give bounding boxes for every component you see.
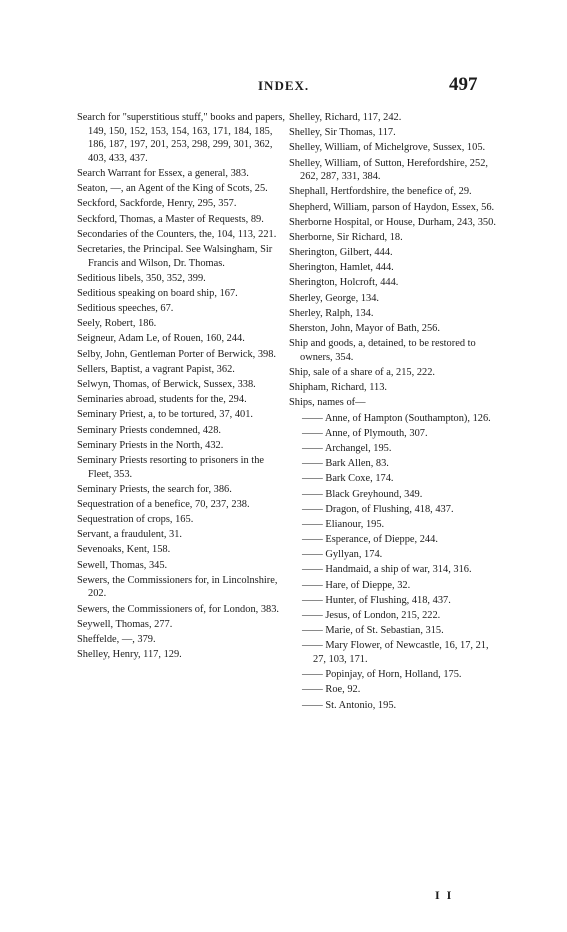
index-entry: Seckford, Sackforde, Henry, 295, 357. bbox=[77, 198, 237, 210]
index-entry: Sequestration of crops, 165. bbox=[77, 514, 194, 526]
index-entry: Ship and goods, a, detained, to be restored to owners, 354. bbox=[289, 338, 476, 363]
index-entry: Seigneur, Adam Le, of Rouen, 160, 244. bbox=[77, 333, 245, 345]
index-entry: Sherborne Hospital, or House, Durham, 243, 350. bbox=[289, 216, 496, 228]
index-column-right bbox=[289, 111, 496, 714]
index-entry: Secondaries of the Counters, the, 104, 113, 221. bbox=[77, 228, 277, 240]
ship-name-entry: —— Mary Flower, of Newcastle, 16, 17, 21, 27, 103, 171. bbox=[289, 639, 496, 666]
index-entry: Sewers, the Commissioners of, for London, 383. bbox=[77, 603, 280, 615]
ship-name-entry: —— St. Antonio, 195. bbox=[289, 699, 496, 713]
index-entry: Seckford, Thomas, a Master of Requests, 89. bbox=[77, 213, 264, 225]
index-entry: Shelley, Henry, 117, 129. bbox=[77, 649, 182, 661]
ship-name-entry: —— Jesus, of London, 215, 222. bbox=[289, 609, 496, 623]
index-entry: Shelley, William, of Sutton, Herefordshire, 252, 262, 287, 331, 384. bbox=[289, 157, 488, 183]
page-number: 497 bbox=[449, 74, 478, 95]
index-entry: Search for "superstitious stuff," books and papers, 149, 150, 152, 153, 154, 163, 171, 184, 185, 186, 187, 197, 201, 253, 298, 299, 301, 362, 403, 433, 437. bbox=[77, 112, 285, 164]
ship-name-entry: —— Dragon, of Flushing, 418, 437. bbox=[289, 503, 496, 517]
index-entry: Seditious libels, 350, 352, 399. bbox=[77, 272, 206, 284]
ship-name-entry: —— Roe, 92. bbox=[289, 683, 496, 697]
index-column-left bbox=[77, 111, 289, 663]
page-header bbox=[0, 74, 567, 100]
index-entry: Shelley, Sir Thomas, 117. bbox=[289, 127, 396, 139]
index-entry: Sewers, the Commissioners for, in Lincolnshire, 202. bbox=[77, 574, 278, 600]
ship-name-entry: —— Esperance, of Dieppe, 244. bbox=[289, 533, 496, 547]
index-entry: Seminary Priests resorting to prisoners in the Fleet, 353. bbox=[77, 454, 265, 480]
index-entry: Seminary Priest, a, to be tortured, 37, 401. bbox=[77, 409, 254, 421]
index-entry: Secretaries, the Principal. See Walsingham, Sir Francis and Wilson, Dr. Thomas. bbox=[77, 243, 273, 269]
ship-name-entry: —— Bark Allen, 83. bbox=[289, 457, 496, 471]
index-entry: Selwyn, Thomas, of Berwick, Sussex, 338. bbox=[77, 379, 256, 390]
ship-name-entry: —— Black Greyhound, 349. bbox=[289, 488, 496, 502]
index-entry: Search Warrant for Essex, a general, 383. bbox=[77, 167, 249, 179]
index-entry: Seminary Priests condemned, 428. bbox=[77, 424, 222, 436]
ship-name-entry: —— Bark Coxe, 174. bbox=[289, 472, 496, 486]
index-entry: Sherborne, Sir Richard, 18. bbox=[289, 231, 403, 243]
ship-name-entry: —— Hunter, of Flushing, 418, 437. bbox=[289, 594, 496, 608]
ship-name-entry: —— Gyllyan, 174. bbox=[289, 548, 496, 562]
index-entry: Seywell, Thomas, 277. bbox=[77, 618, 173, 630]
index-entry: Ship, sale of a share of a, 215, 222. bbox=[289, 367, 436, 378]
index-entry-ships-heading: Ships, names of— bbox=[289, 397, 366, 409]
index-entry: Shepherd, William, parson of Haydon, Essex, 56. bbox=[289, 201, 495, 213]
index-entry: Seditious speeches, 67. bbox=[77, 303, 174, 315]
ship-name-entry: —— Marie, of St. Sebastian, 315. bbox=[289, 624, 496, 638]
ship-name-entry: —— Anne, of Hampton (Southampton), 126. bbox=[289, 412, 496, 426]
index-entry: Selby, John, Gentleman Porter of Berwick, 398. bbox=[77, 348, 277, 360]
index-entry: Sherington, Holcroft, 444. bbox=[289, 277, 399, 289]
index-heading: INDEX. bbox=[258, 78, 310, 93]
signature-mark: I I bbox=[435, 888, 454, 902]
index-entry: Sherington, Gilbert, 444. bbox=[289, 247, 393, 259]
ship-name-entry: —— Elianour, 195. bbox=[289, 518, 496, 532]
index-entry: Shelley, William, of Michelgrove, Sussex, 105. bbox=[289, 142, 486, 154]
index-entry: Sevenoaks, Kent, 158. bbox=[77, 544, 171, 556]
index-entry: Shephall, Hertfordshire, the benefice of, 29. bbox=[289, 186, 472, 198]
index-entry: Sewell, Thomas, 345. bbox=[77, 559, 168, 571]
ship-name-entry: —— Archangel, 195. bbox=[289, 442, 496, 456]
index-entry: Sherley, Ralph, 134. bbox=[289, 307, 374, 319]
index-entry: Shelley, Richard, 117, 242. bbox=[289, 112, 402, 123]
index-entry: Servant, a fraudulent, 31. bbox=[77, 529, 183, 541]
ship-name-entry: —— Anne, of Plymouth, 307. bbox=[289, 427, 496, 441]
index-entry: Sheffelde, —, 379. bbox=[77, 634, 156, 645]
ship-name-entry: —— Popinjay, of Horn, Holland, 175. bbox=[289, 668, 496, 682]
index-entry: Sherley, George, 134. bbox=[289, 292, 380, 304]
index-entry: Seminary Priests, the search for, 386. bbox=[77, 483, 232, 495]
index-entry: Seely, Robert, 186. bbox=[77, 318, 157, 330]
index-entry: Sequestration of a benefice, 70, 237, 238. bbox=[77, 498, 250, 510]
index-entry: Shipham, Richard, 113. bbox=[289, 382, 388, 394]
index-entry: Seminaries abroad, students for the, 294. bbox=[77, 394, 247, 406]
ship-name-entry: —— Handmaid, a ship of war, 314, 316. bbox=[289, 563, 496, 577]
index-entry: Sellers, Baptist, a vagrant Papist, 362. bbox=[77, 363, 235, 375]
index-entry: Sherington, Hamlet, 444. bbox=[289, 262, 394, 274]
index-entry: Seditious speaking on board ship, 167. bbox=[77, 287, 238, 299]
index-entry: Sherston, John, Mayor of Bath, 256. bbox=[289, 323, 440, 335]
index-entry: Seminary Priests in the North, 432. bbox=[77, 439, 224, 451]
index-entry: Seaton, —, an Agent of the King of Scots, 25. bbox=[77, 183, 268, 195]
ship-name-entry: —— Hare, of Dieppe, 32. bbox=[289, 579, 496, 593]
